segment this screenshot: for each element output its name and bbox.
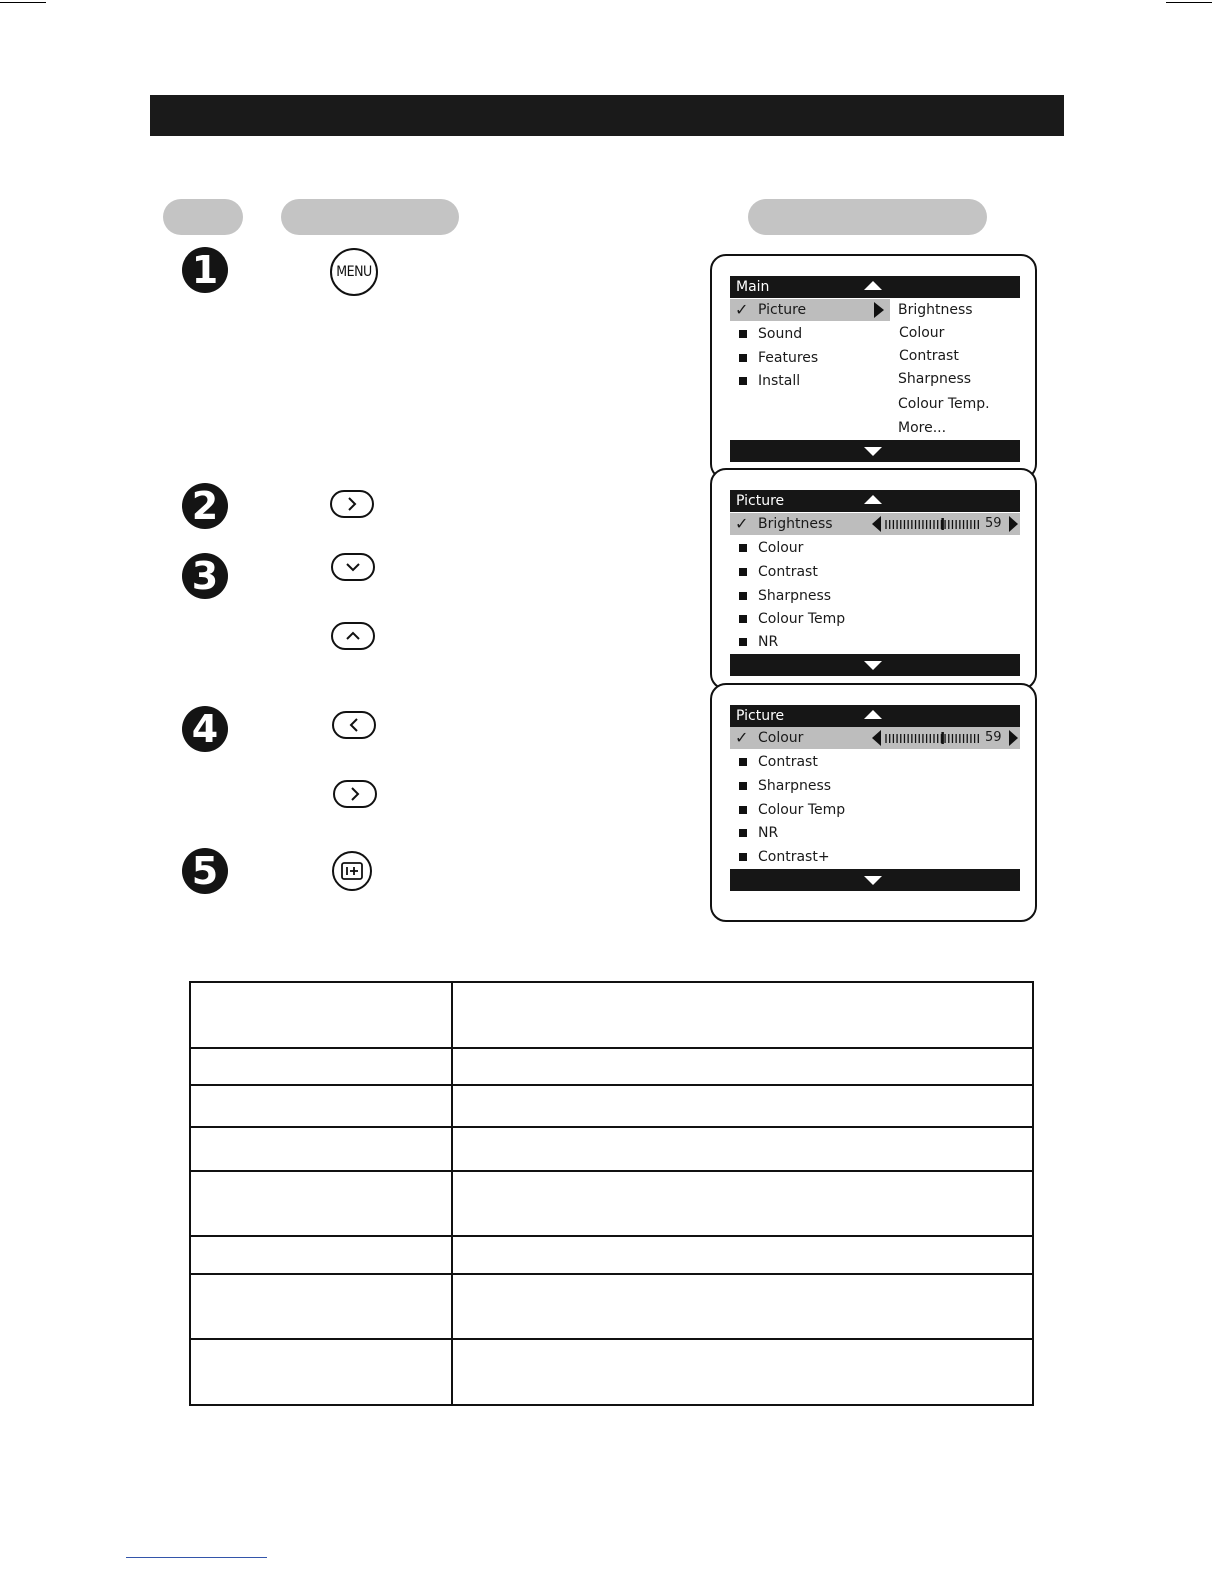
slider-value: 59 xyxy=(985,730,1002,745)
menu-item-label: Sharpness xyxy=(758,588,832,604)
submenu-item-colour-temp: Colour Temp. xyxy=(898,396,990,412)
submenu-item-contrast: Contrast xyxy=(899,348,959,364)
left-key[interactable] xyxy=(332,711,376,739)
brightness-slider[interactable] xyxy=(872,513,1018,535)
table-cell xyxy=(190,1339,452,1405)
table-row xyxy=(190,982,1033,1048)
menu-item-label: Colour xyxy=(758,540,804,556)
table-row xyxy=(190,1127,1033,1171)
triangle-up-icon xyxy=(864,281,882,290)
submenu-item-brightness: Brightness xyxy=(898,302,973,318)
menu-item-contrast[interactable] xyxy=(730,751,1020,773)
bullet-icon xyxy=(739,829,747,837)
menu-item-contrast-plus[interactable] xyxy=(730,846,1020,868)
crop-mark-right xyxy=(1166,2,1212,3)
menu-item-label: NR xyxy=(758,825,779,841)
submenu-item-colour: Colour xyxy=(899,325,945,341)
menu-item-features[interactable] xyxy=(730,347,890,369)
bullet-icon xyxy=(739,592,747,600)
menu-item-label: Brightness xyxy=(758,516,833,532)
bullet-icon xyxy=(739,782,747,790)
menu-item-colour[interactable] xyxy=(730,727,1020,749)
osd-header-title: Main xyxy=(736,279,770,295)
slider-ticks xyxy=(885,732,989,744)
step-5-number: 5 xyxy=(182,848,228,894)
table-row xyxy=(190,1236,1033,1274)
triangle-down-icon xyxy=(864,447,882,456)
menu-item-label: Features xyxy=(758,350,819,366)
table-row xyxy=(190,1274,1033,1339)
submenu-item-sharpness: Sharpness xyxy=(898,371,972,387)
table-row xyxy=(190,1339,1033,1405)
check-icon: ✓ xyxy=(735,300,749,319)
down-key[interactable] xyxy=(331,553,375,581)
crop-mark-left xyxy=(0,2,46,3)
menu-key[interactable] xyxy=(330,248,378,296)
triangle-right-icon xyxy=(1009,730,1018,746)
menu-item-label: Contrast+ xyxy=(758,849,830,865)
menu-item-label: Colour Temp xyxy=(758,802,846,818)
osd-footer xyxy=(730,869,1020,891)
triangle-up-icon xyxy=(864,710,882,719)
menu-item-brightness[interactable] xyxy=(730,513,1020,535)
step-1-number: 1 xyxy=(182,247,228,293)
step-2-number: 2 xyxy=(182,483,228,529)
osd-header xyxy=(730,705,1020,727)
slider-ticks xyxy=(885,518,989,530)
bullet-icon xyxy=(739,758,747,766)
menu-item-label: Sound xyxy=(758,326,803,342)
step-4-number: 4 xyxy=(182,706,228,752)
bullet-icon xyxy=(739,568,747,576)
table-cell xyxy=(452,1171,1033,1236)
step-3-number: 3 xyxy=(182,553,228,599)
osd-header-title: Picture xyxy=(736,493,785,509)
osd-header xyxy=(730,490,1020,512)
menu-item-sound[interactable] xyxy=(730,323,890,345)
menu-item-contrast[interactable] xyxy=(730,561,1020,583)
slider-value: 59 xyxy=(985,516,1002,531)
table-cell xyxy=(190,1274,452,1339)
screen-main-menu xyxy=(710,254,1037,480)
table-cell xyxy=(452,1339,1033,1405)
screen-picture-brightness xyxy=(710,468,1037,690)
table-cell xyxy=(452,1048,1033,1085)
menu-item-sharpness[interactable] xyxy=(730,775,1020,797)
menu-key-label: MENU xyxy=(336,264,372,280)
table-cell xyxy=(452,982,1033,1048)
table-cell xyxy=(190,1171,452,1236)
menu-item-colour-temp[interactable] xyxy=(730,608,1020,630)
chevron-right-icon xyxy=(332,492,372,516)
settings-table xyxy=(189,981,1034,1406)
chevron-down-icon xyxy=(333,555,373,579)
menu-item-install[interactable] xyxy=(730,370,890,392)
menu-item-colour[interactable] xyxy=(730,537,1020,559)
menu-item-picture[interactable] xyxy=(730,299,890,321)
table-row xyxy=(190,1171,1033,1236)
bullet-icon xyxy=(739,853,747,861)
menu-item-label: Install xyxy=(758,373,801,389)
triangle-down-icon xyxy=(864,661,882,670)
chevron-right-icon xyxy=(335,782,375,806)
step-column-header xyxy=(163,199,243,235)
triangle-up-icon xyxy=(864,495,882,504)
menu-item-label: Picture xyxy=(758,302,807,318)
chevron-up-icon xyxy=(333,624,373,648)
table-cell xyxy=(190,1127,452,1171)
bullet-icon xyxy=(739,354,747,362)
table-cell xyxy=(452,1274,1033,1339)
osd-header-title: Picture xyxy=(736,708,785,724)
right-key[interactable] xyxy=(330,490,374,518)
footer-rule xyxy=(126,1557,267,1558)
table-cell xyxy=(190,982,452,1048)
right-key-2[interactable] xyxy=(333,780,377,808)
bullet-icon xyxy=(739,377,747,385)
menu-item-label: Contrast xyxy=(758,754,818,770)
bullet-icon xyxy=(739,330,747,338)
chevron-left-icon xyxy=(334,713,374,737)
screen-column-header xyxy=(748,199,987,235)
table-cell xyxy=(452,1236,1033,1274)
bullet-icon xyxy=(739,615,747,623)
table-cell xyxy=(190,1236,452,1274)
triangle-right-icon xyxy=(1009,516,1018,532)
info-plus-icon xyxy=(334,853,370,889)
bullet-icon xyxy=(739,806,747,814)
menu-item-label: Colour xyxy=(758,730,804,746)
triangle-left-icon xyxy=(872,516,881,532)
check-icon: ✓ xyxy=(735,728,749,747)
table-cell xyxy=(452,1085,1033,1127)
up-key[interactable] xyxy=(331,622,375,650)
bullet-icon xyxy=(739,544,747,552)
menu-item-label: Contrast xyxy=(758,564,818,580)
submenu-item-more: More... xyxy=(898,420,947,436)
osd-footer xyxy=(730,440,1020,462)
screen-picture-colour xyxy=(710,683,1037,922)
bullet-icon xyxy=(739,638,747,646)
key-column-header xyxy=(281,199,459,235)
check-icon: ✓ xyxy=(735,514,749,533)
triangle-right-icon xyxy=(874,302,884,318)
menu-item-label: Colour Temp xyxy=(758,611,846,627)
table-cell xyxy=(190,1085,452,1127)
triangle-left-icon xyxy=(872,730,881,746)
menu-item-label: Sharpness xyxy=(758,778,832,794)
table-row xyxy=(190,1048,1033,1085)
menu-item-colour-temp[interactable] xyxy=(730,799,1020,821)
table-row xyxy=(190,1085,1033,1127)
menu-item-nr[interactable] xyxy=(730,631,1020,653)
menu-item-sharpness[interactable] xyxy=(730,585,1020,607)
triangle-down-icon xyxy=(864,876,882,885)
osd-footer xyxy=(730,654,1020,676)
section-title-bar xyxy=(150,95,1064,136)
menu-item-label: NR xyxy=(758,634,779,650)
osd-header xyxy=(730,276,1020,298)
info-key[interactable] xyxy=(332,851,372,891)
table-cell xyxy=(190,1048,452,1085)
colour-slider[interactable] xyxy=(872,727,1018,749)
menu-item-nr[interactable] xyxy=(730,822,1020,844)
table-cell xyxy=(452,1127,1033,1171)
